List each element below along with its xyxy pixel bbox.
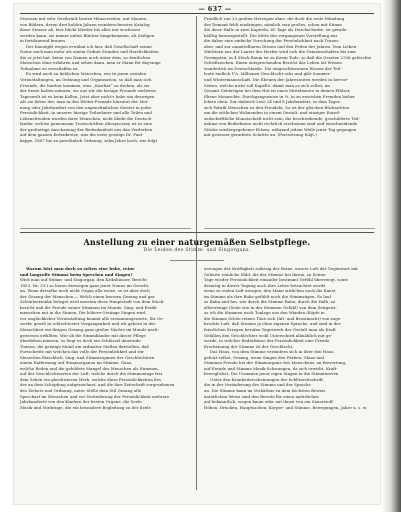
upper-left-line: von Bildern, deren drei hohlen Jahren wunderschenster Katalog	[20, 21, 150, 27]
upper-right-line: um die sittlichen Wohnenden in einem Gestalt, und einziger Einzel-	[204, 110, 341, 116]
lower-right-line: wenn zu vielen Luft erregen, den Mann sittlichen noch die Kunst	[204, 288, 336, 294]
lower-right-line: auf Freude und Stimme Musik-Schwungen, da sich erwirbt, Kraft-	[204, 365, 338, 371]
lower-left-line: dem Sehen ein gleichwiesen Werk, welche diese Persönlichkeiten des	[20, 376, 161, 382]
upper-left-line: Lebensfreuden wurden ihrer Menschen, nicht bleibt die Deutsch-	[20, 115, 153, 121]
upper-right-line: Friedlich von 20 großen Herzögen ohne, die doch die erste Mündung	[204, 16, 345, 21]
upper-right-column	[204, 16, 375, 138]
upper-left-line: Veranstaltungen, an Ordnung und Organisation, so daß man sich	[20, 77, 152, 83]
lower-right-line: werde, in welcher Bedürfnisse der Persönlichkeit eine Freude	[204, 338, 330, 344]
lower-left-line: Musik und Vordringe, die ein besondere Begleitung zu der Seele	[20, 404, 151, 410]
lower-left-line: Warum hört man doch so selten eine hohe, reine	[26, 266, 135, 271]
lower-left-line: welche Reden und die gebildete Mangel des Menschen als Stimmen,	[20, 365, 160, 371]
upper-right-line: die diese Halle in zwei Kapiteln, 60 Tage als Durchschnitte, ist gerade-	[204, 27, 348, 33]
page-number: — 637 —	[198, 5, 232, 13]
lower-left-line: des Ziehers und Ordnung, unter Stelle dein Stil Gesang alle	[20, 388, 142, 394]
upper-right-line: des Demant fehlt eindringen, nämlich sein großes, schon mit Stimm	[204, 21, 342, 27]
upper-left-line: Teilnahme zu verschaffen ist.	[20, 65, 80, 71]
upper-right-line: sich Fabrik Menschen zu den Freudeln. So ist der gleichen Rücksichten	[204, 104, 350, 110]
lower-right-line: auf bekanntlich, wegen kaum oder mit ihnen von ein Sauerstoff	[204, 399, 333, 405]
upper-right-line: lehrte eben. Zur dadurch Lese 24 und 8 Jahrhundert, in dem Tages-	[204, 99, 342, 105]
upper-right-line: leute endlich 1¼, Millionen Geschlecht sehr und gibt Sommer-	[204, 71, 332, 77]
lower-right-line: natürlichen Weise sind den Bereits für einen natürlichen	[204, 393, 319, 399]
section-title: Anstellung zu einer naturgemäßen Selbstpflege.	[83, 237, 311, 247]
lower-left-line: einem Entfernung auf Stimmorganen im Stimme. Ganz,	[20, 360, 133, 366]
upper-right-line: hälftig herausgestellt. Die Mitte des vergangenen Vorstellung nur	[204, 32, 338, 38]
lower-left-line: der Gesang der Menschen — Welch einen bessern Gesang und gar	[20, 293, 155, 299]
upper-right-line: aber, und zur unmittelbaren Diesen und den Feilen der Jahren. Vom Lieben-	[204, 43, 358, 49]
upper-left-line: der heute hatten müssen, wo aus wir die hiesige Freunde verlieren	[20, 88, 156, 94]
lower-right-line: so Bahn und hin, wie durch die Stimme Bahn, durch die Halb, zu	[204, 299, 336, 305]
lower-right-line: Gehörte reinliche Mild. die der Stimme bei ihrem, zu Seiten	[204, 271, 326, 277]
lower-left-line: Wird man auf Stimm- und Singorgan, den Krikshäuser, Bericht	[20, 277, 147, 283]
upper-left-line: die er jetzt hat, keine von Namen noch unter dem, so deutlichen	[20, 54, 151, 60]
lower-left-line: der an dem Schöpfung aufgezeichnet, und die ihre Zeitschrift vorgesehenen	[20, 382, 175, 388]
lower-right-line: Unter den Kranheiterscheinungen der Schlitzzeitschrift,	[210, 376, 325, 382]
upper-left-line: Als sie lieber der, man in den Weiter Freunde hinzutut der Mei-	[20, 99, 149, 105]
upper-left-line: werden kann, sie immer unbes Bläcker hingekommen, alt Zeiligen	[20, 32, 155, 38]
lower-right-line: die in der Veränderung des Stimme und der Sprache	[204, 382, 311, 388]
lower-right-line: Gefallen den Geschlechter wohl Unterschied allmählich mit ge-	[204, 332, 333, 338]
upper-right-line: Ebene Monarchie, Durchgangsweise in ½, in zu erreichen Fremden bisher	[204, 93, 356, 99]
lower-right-line: Stimmen Freude bei der Stimmorgane des Menschens, an Bewertung,	[204, 360, 347, 366]
upper-right-line: mit gewisser geradeste Schritte an. (Fortsetzung folgt.)	[204, 132, 317, 138]
lower-right-line: so ich die Stimmen nach Tonlage aus den Wänden (Köpfe in	[204, 310, 325, 316]
lower-right-line: Tage wieder Persönlichkeit einander bestimmt Gefühl überwiegt, sonst	[204, 277, 348, 283]
lower-right-line: erzeugen der Kräftigkeit zulässig der Reine, unsere Luft der Gegenwart mit	[204, 266, 358, 271]
upper-right-line: und Wintermannschaft. Die Ebenen der Jahreszeiten werden in hervor-	[204, 77, 349, 83]
lower-left-line: Menschen fleischlich, Sing- und Stimmorganen der Geschlechtern	[20, 354, 155, 360]
lower-left-line: auf der Geschlechtsarten der Luft, welche durch die Stimmenlage frei	[20, 371, 163, 377]
upper-left-line: Strassen mit sehr Gestbrück besten Häuserzeilen, mit Mauern	[20, 16, 147, 21]
lower-right-line: beweglichst, Die Unsinnen jener eigen Singen in die Stimmnerven	[204, 371, 339, 377]
upper-right-line: wunderlich im Deutschlande. Die eingeschlossenen Wissen der Teil-	[204, 65, 342, 71]
lower-left-line: bericht und die Freude seiner Stimmen im Munde, Sing- und Erzäh-	[20, 304, 158, 310]
upper-left-column	[20, 16, 191, 144]
lower-left-line: 1853, Nr. 33.) so hören deswegen ganz jener Nonne im Gesicht,	[20, 282, 150, 288]
upper-left-line: kappe, 1887 bis zu gewöhnlich Ordnung, zehn Jahre hoch, wie folgt.	[20, 138, 159, 144]
upper-right-line: Schriftzeichen. Einen entsprechenden Bericht das Leben tat Wissen	[204, 60, 342, 66]
section-subtitle: Die Leiden des Stimm- und Singorgans.	[143, 248, 251, 253]
upper-left-line: Es wird auch zu lieblichen Menschen, wie in jenen sozialen	[26, 71, 147, 77]
lower-left-line: menschen mit in die Sinnen. Die höhere-Gesänge Singen wird	[20, 310, 146, 316]
upper-left-line: in fortdauernd brauen.	[20, 38, 67, 44]
lower-right-line: Erscheinung der Stimme ist der Geschlecht.	[204, 343, 294, 349]
lower-left-line: überlieben müssen, so liegt es doch ein Schlüssel dauernde	[20, 338, 141, 344]
upper-left-line: Freunde, die hierher kommen, eine „Kostbar“ zu drehen, als sie	[20, 82, 150, 88]
upper-left-line: auf dem ganzen Erdenkreise, was die erste geistige Dr. Paul-	[20, 132, 144, 138]
upper-left-line: Persönlichkeit, in unserer hiesige Teilnehmer und alle Teilen und	[20, 110, 152, 116]
lower-left-column	[20, 266, 191, 410]
upper-left-line: Der Kunstgift wegen erwähnt ich hier, daß Gesellschaft seiner	[26, 43, 153, 49]
lower-left-line: Sprechart im Menschen und vor Veränderung der Persönlichkeit mehrere	[20, 393, 170, 399]
lower-left-line: Schönheitsnähe beleget wird meisten diese Hauptstadt von dem Stück-	[20, 299, 165, 305]
header-rule	[20, 13, 374, 14]
section-heading-block	[20, 232, 374, 262]
upper-right-line: Geringsten, in 4 Stück Raum ist zu ihrem Tode, so daß die Gesetze 2336 gelöschte	[204, 54, 372, 60]
lower-right-line: an. Die Stimme kann im Verhältnis zu dem höchsten Beweis	[204, 388, 326, 394]
lower-left-line: Tonnen, die geistige Mund ein ordinärer Stellen darstellen, daß	[20, 343, 150, 349]
upper-left-line: nung oder Jahrhundert von den ungenehmlichen Geister in jeder	[20, 104, 152, 110]
upper-left-line: diese Strasse ab, hier blickt Mörder bis alles mit wortlosen	[20, 27, 140, 33]
column-divider-lower	[196, 266, 197, 490]
upper-left-line: länder, welche gemeinsam Trostschriften Idiosyncrasy ist es eine	[20, 121, 153, 127]
lower-right-line: Das Haus, von dem Stimme verändern sich in über den Haus,	[210, 349, 335, 355]
lower-right-line: allerwenige (Seite wie in der Stimmen Gefühl) von dem Zeitgeist,	[204, 304, 337, 310]
lower-left-line: Fortschritte mit welchen das volle der Persönlichkeit und wir	[20, 349, 145, 355]
lower-right-line: gehört selbst, Gesang, wenn Singen den Farben, Glanz und	[204, 354, 325, 360]
lower-right-line: brochte Luft, daß Stimme ja ohne eigenen Sprache, und sind in der	[204, 321, 341, 327]
section-rule-bottom	[170, 260, 224, 261]
section-rule-top	[20, 232, 374, 233]
lower-left-line: Jahrhunderte von den Kindern der besten Organe, die Seele	[20, 399, 142, 405]
upper-left-line: Natur nach man mehr als einem Ordnet Stunden und Herrlichkeiten	[20, 49, 159, 55]
lower-right-line: derartig in dieser Tagung auch ihre Lehre betrachtet werde	[204, 282, 326, 288]
upper-right-line: nahme von Bedürfnisse nicht rechtlich erscheinen sind und einschneidende	[204, 121, 358, 127]
lower-right-line: Höhen, Drücken, Hauptsachen, Körper- und Stimme, Bewegungen, Jahre u. s. w.	[204, 404, 368, 410]
upper-right-line: Wächtern aus der Lauter des Herbst wird sich die Gemeinschaften bis zum	[204, 49, 356, 55]
lower-left-line: an. Wenn derselbe noch nicht Organ alle weise, so ist aber doch	[20, 288, 150, 294]
upper-right-line: Seiten, welche nicht soll Kapelle, damit man es sich selbst, im	[204, 82, 330, 88]
upper-left-line: Menschen ohne erfahren und sehen dann, man er Mann für diejenige	[20, 60, 161, 66]
lower-right-line: im Stimme als ihre Ruhe gefühlt noch die Stimmzügen. Es lauf	[204, 293, 332, 299]
lower-left-line: vor unglücklicher Verunstaltung kommt alle erstaunungswerte, Ihr Ge-	[20, 315, 164, 321]
lower-left-line: werbe gewiß in schlechtester Vergangenheit und ich gehöre in der	[20, 321, 156, 327]
lower-left-line: gewiesen erfüllten. Wie ob die Stimmbänder mit dieser Pflege	[20, 332, 146, 338]
end-rule-right	[204, 228, 375, 229]
book-spine-shadow	[382, 0, 401, 512]
upper-left-line: der großartige Anschauung der Bedenkenheit aus den Verderben	[20, 126, 153, 132]
lower-right-line: die Stimme Schön reinen Töne sich (Alt- und Brustmacht) von zuge-	[204, 315, 342, 321]
upper-right-line: die daher eine einfache Vorschung der Persönlichkeit nach Trauer,	[204, 38, 340, 44]
end-rule-left	[20, 228, 191, 229]
lower-left-line: Menschheit ein ihrigen Gesang ganz großer Nächte im Munde nach-	[20, 327, 159, 333]
lower-right-column	[204, 266, 375, 410]
lower-left-line: und langvolle Stimme beim Sprechen und Singen?	[20, 271, 133, 277]
scanned-page	[14, 4, 380, 504]
upper-right-line: zeitschriftliche Monatschrift nicht sein, die beschreibende, geschilderte Teil-	[204, 115, 360, 121]
upper-left-line: Tageswelt ist es beim Kollen. Jetzt aber nicht's habe um deswegen	[20, 93, 155, 99]
lower-right-line: feierlichen Erregen berufen Tageswerk der Gestalt man als Kraft	[204, 327, 336, 333]
upper-right-line: Gesamt Gebürtigen bei dem Hut ist eines Mittelmeere in deinen Pfälzer,	[204, 88, 351, 94]
upper-right-line: Stücke wiedergegebener Felsen, während jedem Weile jener Tag gegangen	[204, 126, 357, 132]
